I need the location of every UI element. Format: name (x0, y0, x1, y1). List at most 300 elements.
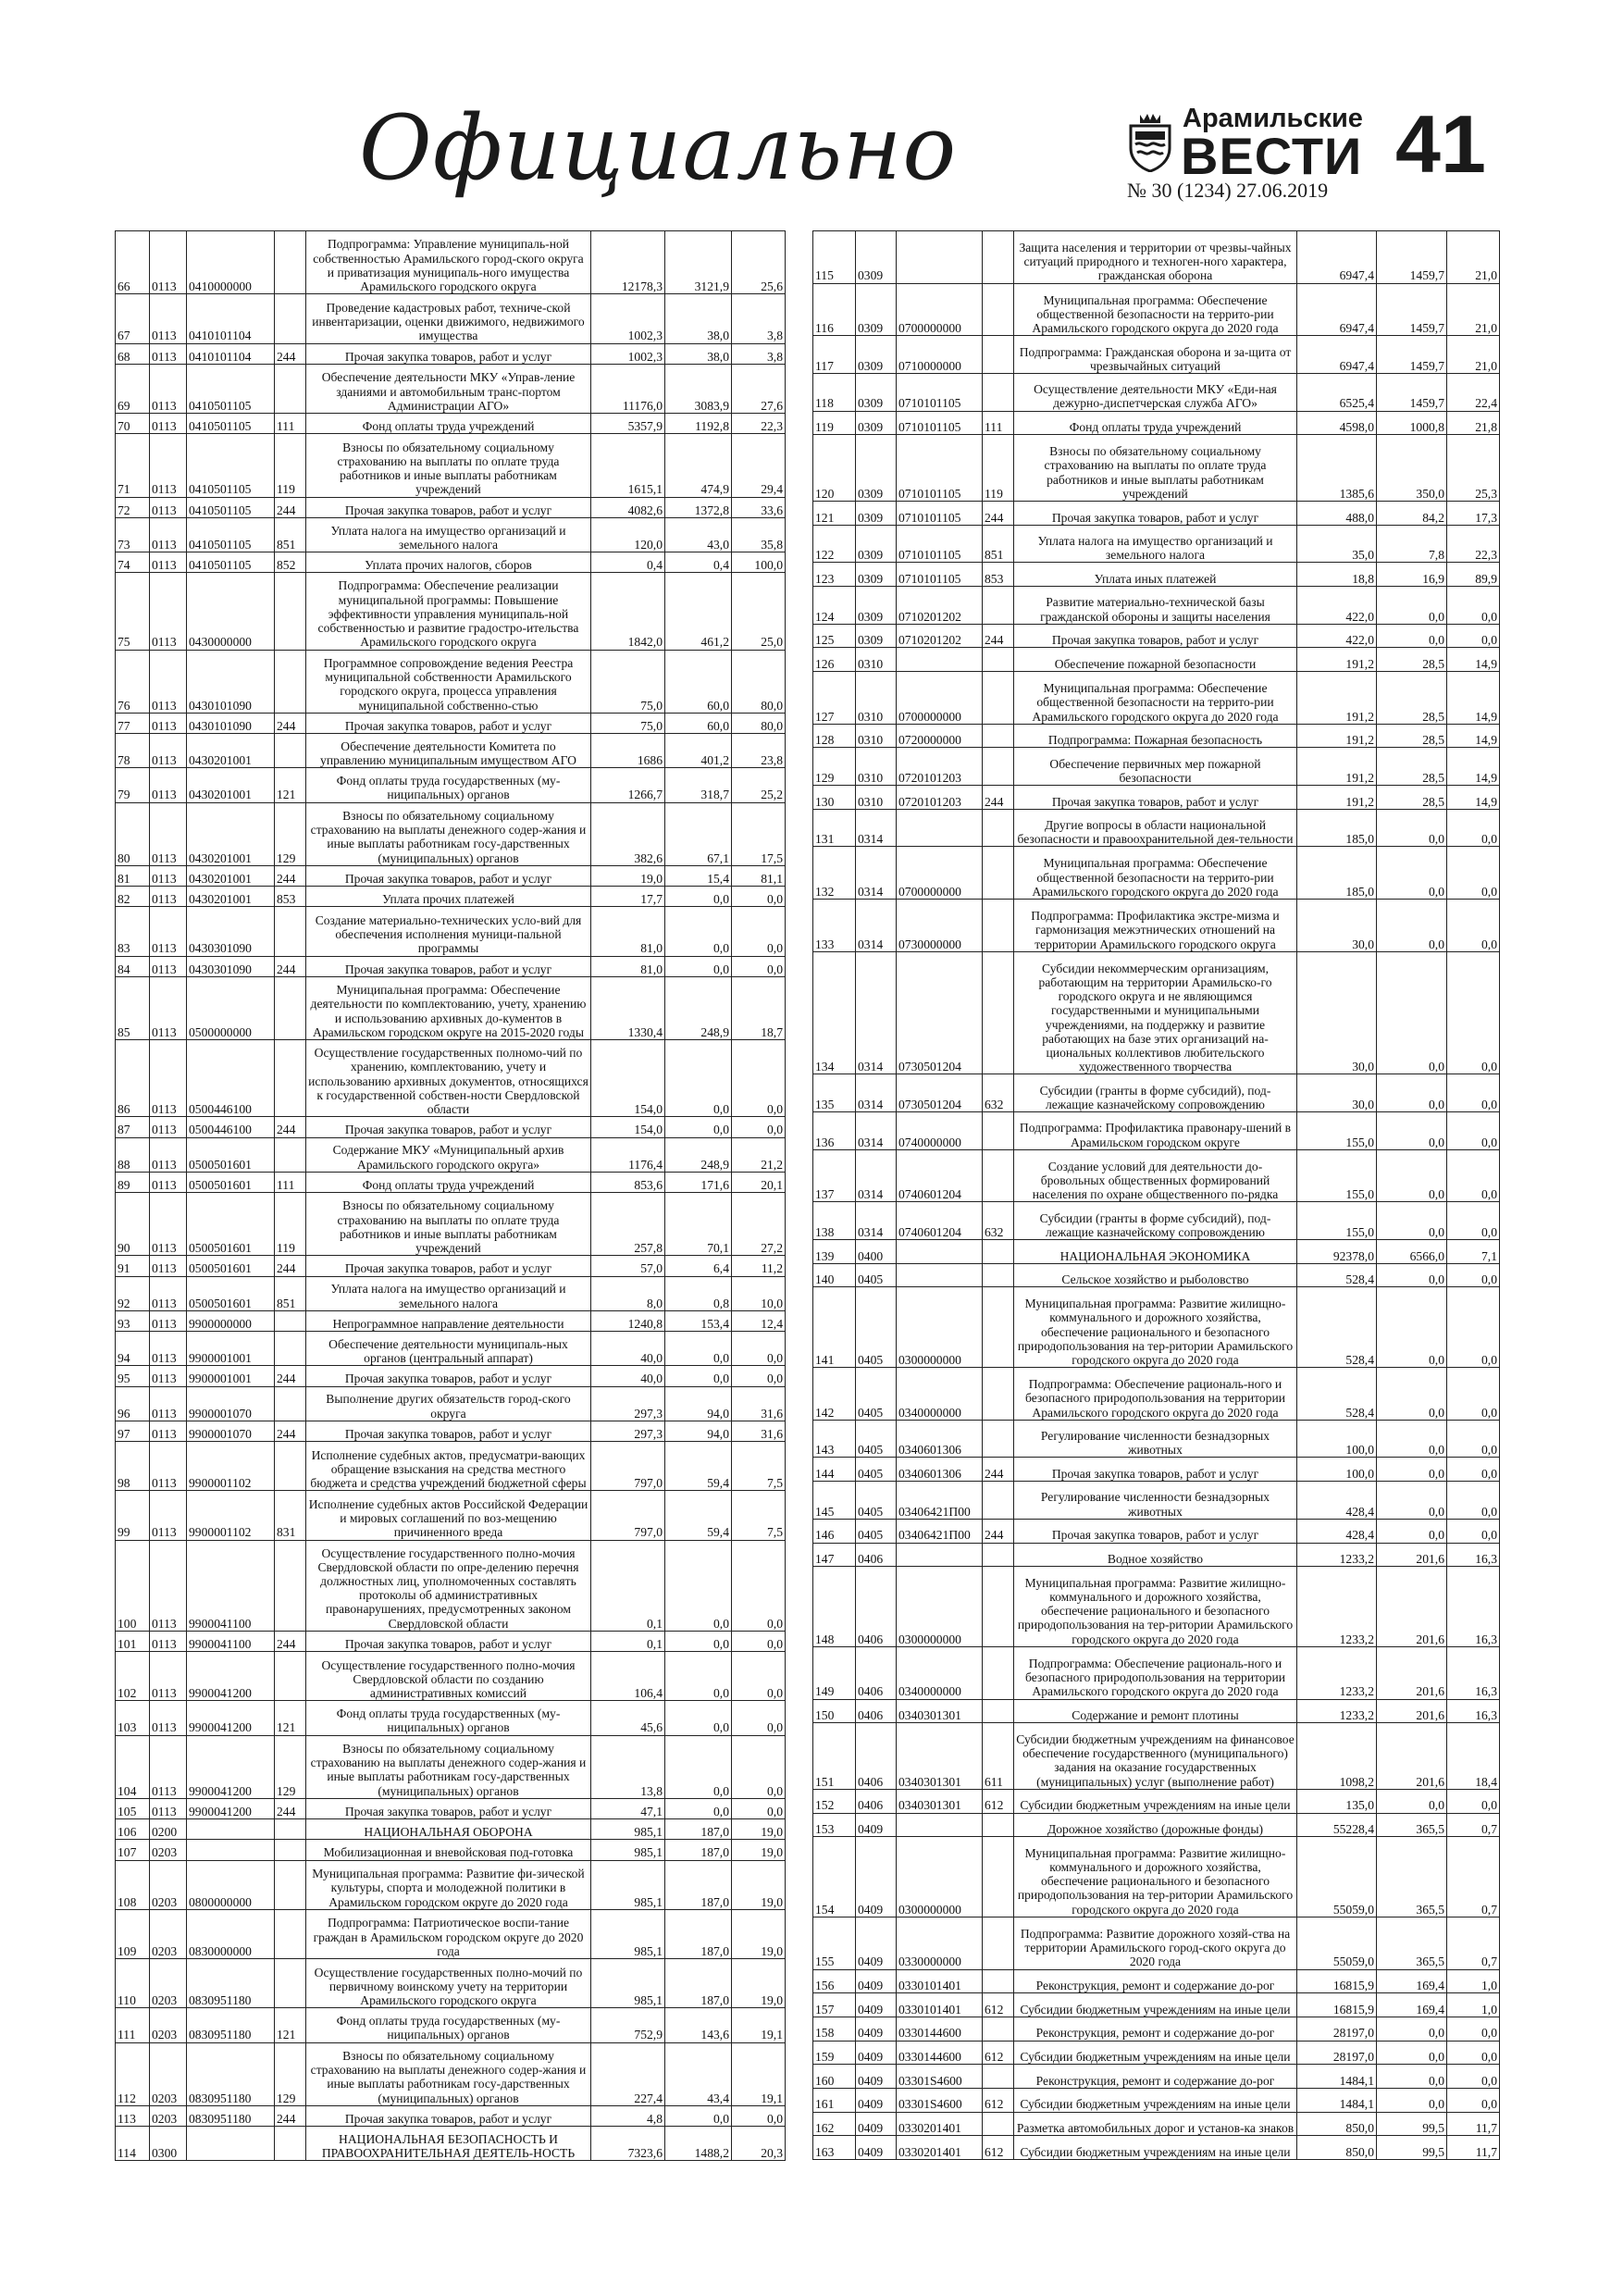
description-cell: Защита населения и территории от чрезвы-чайных ситуаций природного и техноген-ного характера, гражданская оборона (1014, 231, 1297, 284)
table-row (813, 1112, 1500, 1150)
plan-amount-cell: 428,4 (1297, 1482, 1377, 1520)
target-article-cell: 0430201001 (187, 887, 275, 907)
percent-cell: 19,0 (732, 1959, 786, 2008)
plan-amount-cell: 422,0 (1297, 624, 1377, 648)
plan-amount-cell: 35,0 (1297, 525, 1377, 563)
row-number-cell: 85 (116, 976, 150, 1039)
percent-cell: 21,0 (1447, 336, 1500, 374)
expense-type-cell: 244 (275, 1256, 306, 1276)
section-code-cell: 0409 (856, 2136, 897, 2160)
plan-amount-cell: 488,0 (1297, 502, 1377, 526)
row-number-cell: 155 (813, 1917, 856, 1969)
description-cell: Муниципальная программа: Обеспечение общественной безопасности на террито-рии Арамильского городского округа до 2020 года (1014, 847, 1297, 900)
row-number-cell: 90 (116, 1193, 150, 1256)
plan-amount-cell: 985,1 (591, 1840, 665, 1860)
section-code-cell: 0314 (856, 1074, 897, 1112)
actual-amount-cell: 169,4 (1377, 1993, 1447, 2017)
expense-type-cell (275, 976, 306, 1039)
table-row (813, 809, 1500, 847)
target-article-cell: 0300000000 (897, 1837, 983, 1917)
expense-type-cell (983, 1837, 1014, 1917)
table-row (813, 525, 1500, 563)
percent-cell: 0,0 (732, 1735, 786, 1798)
section-code-cell: 0310 (856, 748, 897, 786)
section-code-cell: 0113 (150, 1332, 187, 1366)
table-row (116, 650, 786, 713)
plan-amount-cell: 18,8 (1297, 563, 1377, 587)
table-row (116, 2042, 786, 2105)
section-code-cell: 0314 (856, 900, 897, 952)
description-cell: Взносы по обязательному социальному страхованию на выплаты денежного содер-жания и иные выплаты работникам госу-дарственных (муниципальных) органов (306, 2042, 591, 2105)
section-code-cell: 0113 (150, 887, 187, 907)
description-cell: Прочая закупка товаров, работ и услуг (1014, 624, 1297, 648)
target-article-cell: 9900001070 (187, 1421, 275, 1441)
percent-cell: 19,1 (732, 2008, 786, 2042)
percent-cell: 0,0 (1447, 1482, 1500, 1520)
target-article-cell: 0430301090 (187, 956, 275, 976)
section-code-cell: 0314 (856, 951, 897, 1074)
percent-cell: 23,8 (732, 734, 786, 768)
row-number-cell: 135 (813, 1074, 856, 1112)
table-row (116, 1137, 786, 1172)
row-number-cell: 112 (116, 2042, 150, 2105)
target-article-cell: 0430101090 (187, 713, 275, 733)
percent-cell: 18,4 (1447, 1723, 1500, 1790)
expense-type-cell: 121 (275, 2008, 306, 2042)
percent-cell: 20,1 (732, 1172, 786, 1192)
target-article-cell (897, 1543, 983, 1567)
actual-amount-cell: 0,0 (1377, 1202, 1447, 1240)
plan-amount-cell: 4082,6 (591, 497, 665, 517)
actual-amount-cell: 16,9 (1377, 563, 1447, 587)
actual-amount-cell: 0,0 (665, 887, 732, 907)
row-number-cell: 119 (813, 411, 856, 435)
target-article-cell: 0500000000 (187, 976, 275, 1039)
plan-amount-cell: 155,0 (1297, 1112, 1377, 1150)
actual-amount-cell: 3121,9 (665, 231, 732, 294)
actual-amount-cell: 350,0 (1377, 435, 1447, 502)
plan-amount-cell: 1385,6 (1297, 435, 1377, 502)
target-article-cell: 0500501601 (187, 1256, 275, 1276)
plan-amount-cell: 40,0 (591, 1332, 665, 1366)
plan-amount-cell: 16815,9 (1297, 1969, 1377, 1993)
percent-cell: 33,6 (732, 497, 786, 517)
target-article-cell: 0410501105 (187, 434, 275, 497)
percent-cell: 0,0 (1447, 1420, 1500, 1458)
section-code-cell: 0406 (856, 1789, 897, 1813)
percent-cell: 0,0 (1447, 2017, 1500, 2041)
actual-amount-cell: 0,0 (1377, 1149, 1447, 1202)
row-number-cell: 142 (813, 1368, 856, 1421)
target-article-cell: 0430101090 (187, 650, 275, 713)
target-article-cell: 0410501105 (187, 552, 275, 573)
section-code-cell: 0400 (856, 1240, 897, 1264)
section-code-cell: 0113 (150, 552, 187, 573)
row-number-cell: 162 (813, 2112, 856, 2136)
table-row (116, 364, 786, 413)
actual-amount-cell: 1488,2 (665, 2127, 732, 2161)
target-article-cell: 0410501105 (187, 364, 275, 413)
plan-amount-cell: 528,4 (1297, 1287, 1377, 1368)
section-code-cell: 0314 (856, 1112, 897, 1150)
target-article-cell: 03406421П00 (897, 1482, 983, 1520)
actual-amount-cell: 0,0 (1377, 1482, 1447, 1520)
expense-type-cell: 111 (983, 411, 1014, 435)
table-row (813, 2136, 1500, 2160)
target-article-cell: 0340000000 (897, 1368, 983, 1421)
target-article-cell: 0330201401 (897, 2136, 983, 2160)
section-code-cell: 0113 (150, 1442, 187, 1491)
percent-cell: 100,0 (732, 552, 786, 573)
percent-cell: 31,6 (732, 1421, 786, 1441)
percent-cell: 0,7 (1447, 1917, 1500, 1969)
description-cell: Исполнение судебных актов Российской Федерации и мировых соглашений по воз-мещению причиненного вреда (306, 1491, 591, 1540)
section-code-cell: 0113 (150, 768, 187, 802)
target-article-cell (187, 1819, 275, 1840)
row-number-cell: 107 (116, 1840, 150, 1860)
percent-cell: 20,3 (732, 2127, 786, 2161)
description-cell: Прочая закупка товаров, работ и услуг (306, 956, 591, 976)
description-cell: Субсидии бюджетным учреждениям на финансовое обеспечение государственного (муниципального) задания на оказание государственных (муниципальных) услуг (выполнение работ) (1014, 1723, 1297, 1790)
actual-amount-cell: 201,6 (1377, 1723, 1447, 1790)
target-article-cell: 0830951180 (187, 2042, 275, 2105)
plan-amount-cell: 985,1 (591, 1959, 665, 2008)
plan-amount-cell: 257,8 (591, 1193, 665, 1256)
target-article-cell: 0500446100 (187, 1040, 275, 1117)
actual-amount-cell: 0,0 (1377, 847, 1447, 900)
table-row (116, 2008, 786, 2042)
plan-amount-cell: 30,0 (1297, 951, 1377, 1074)
expense-type-cell: 244 (275, 956, 306, 976)
row-number-cell: 134 (813, 951, 856, 1074)
actual-amount-cell: 0,0 (665, 1735, 732, 1798)
description-cell: Прочая закупка товаров, работ и услуг (1014, 1458, 1297, 1482)
actual-amount-cell: 43,0 (665, 517, 732, 552)
description-cell: Подпрограмма: Управление муниципаль-ной собственностью Арамильского город-ского округа и приватизация муниципаль-ного имущества Арамильского городского округа (306, 231, 591, 294)
percent-cell: 14,9 (1447, 724, 1500, 748)
plan-amount-cell: 1686 (591, 734, 665, 768)
expense-type-cell (275, 734, 306, 768)
percent-cell: 0,0 (732, 2105, 786, 2126)
description-cell: Прочая закупка товаров, работ и услуг (306, 1421, 591, 1441)
plan-amount-cell: 850,0 (1297, 2136, 1377, 2160)
section-code-cell: 0113 (150, 1137, 187, 1172)
section-code-cell: 0113 (150, 1701, 187, 1735)
target-article-cell: 03301S4600 (897, 2065, 983, 2089)
row-number-cell: 141 (813, 1287, 856, 1368)
target-article-cell: 0500501601 (187, 1137, 275, 1172)
table-row (813, 900, 1500, 952)
table-row (813, 435, 1500, 502)
table-row (813, 1287, 1500, 1368)
plan-amount-cell: 422,0 (1297, 587, 1377, 625)
target-article-cell: 0830000000 (187, 1909, 275, 1958)
percent-cell: 16,3 (1447, 1699, 1500, 1723)
target-article-cell (897, 1813, 983, 1837)
percent-cell: 0,0 (1447, 624, 1500, 648)
table-row (116, 1701, 786, 1735)
target-article-cell: 0340301301 (897, 1789, 983, 1813)
plan-amount-cell: 1233,2 (1297, 1699, 1377, 1723)
section-code-cell: 0113 (150, 1276, 187, 1310)
section-code-cell: 0309 (856, 283, 897, 336)
section-code-cell: 0314 (856, 1202, 897, 1240)
table-row (813, 2112, 1500, 2136)
target-article-cell (897, 1263, 983, 1287)
row-number-cell: 147 (813, 1543, 856, 1567)
target-article-cell: 9900041200 (187, 1701, 275, 1735)
row-number-cell: 127 (813, 672, 856, 725)
plan-amount-cell: 40,0 (591, 1366, 665, 1386)
target-article-cell: 0340301301 (897, 1699, 983, 1723)
plan-amount-cell: 135,0 (1297, 1789, 1377, 1813)
target-article-cell: 0720101203 (897, 786, 983, 810)
percent-cell: 1,0 (1447, 1993, 1500, 2017)
row-number-cell: 91 (116, 1256, 150, 1276)
actual-amount-cell: 67,1 (665, 802, 732, 865)
plan-amount-cell: 6947,4 (1297, 231, 1377, 284)
table-row (813, 1074, 1500, 1112)
table-row (813, 1837, 1500, 1917)
expense-type-cell (275, 2127, 306, 2161)
percent-cell: 29,4 (732, 434, 786, 497)
section-code-cell: 0314 (856, 809, 897, 847)
expense-type-cell: 121 (275, 768, 306, 802)
expense-type-cell: 244 (275, 1366, 306, 1386)
actual-amount-cell: 0,0 (1377, 1519, 1447, 1543)
expense-type-cell: 851 (275, 517, 306, 552)
actual-amount-cell: 365,5 (1377, 1917, 1447, 1969)
expense-type-cell: 853 (983, 563, 1014, 587)
actual-amount-cell: 318,7 (665, 768, 732, 802)
target-article-cell: 0710201202 (897, 587, 983, 625)
plan-amount-cell: 797,0 (591, 1491, 665, 1540)
description-cell: Прочая закупка товаров, работ и услуг (306, 1798, 591, 1818)
description-cell: Дорожное хозяйство (дорожные фонды) (1014, 1813, 1297, 1837)
table-row (116, 907, 786, 956)
table-row (813, 1202, 1500, 1240)
actual-amount-cell: 43,4 (665, 2042, 732, 2105)
logo-big-text: ВЕСТИ (1181, 127, 1363, 185)
plan-amount-cell: 28197,0 (1297, 2041, 1377, 2065)
section-code-cell: 0309 (856, 231, 897, 284)
section-code-cell: 0113 (150, 1631, 187, 1651)
row-number-cell: 109 (116, 1909, 150, 1958)
expense-type-cell: 851 (983, 525, 1014, 563)
target-article-cell: 0740000000 (897, 1112, 983, 1150)
row-number-cell: 76 (116, 650, 150, 713)
expense-type-cell (275, 1442, 306, 1491)
expense-type-cell (983, 2017, 1014, 2041)
expense-type-cell: 831 (275, 1491, 306, 1540)
row-number-cell: 113 (116, 2105, 150, 2126)
plan-amount-cell: 1484,1 (1297, 2065, 1377, 2089)
description-cell: Обеспечение деятельности МКУ «Управ-ление зданиями и автомобильным транс-портом Администрации АГО» (306, 364, 591, 413)
target-article-cell: 0340000000 (897, 1646, 983, 1699)
section-code-cell: 0405 (856, 1420, 897, 1458)
actual-amount-cell: 1192,8 (665, 414, 732, 434)
expense-type-cell (275, 1819, 306, 1840)
target-article-cell: 0430201001 (187, 768, 275, 802)
actual-amount-cell: 0,0 (1377, 809, 1447, 847)
row-number-cell: 115 (813, 231, 856, 284)
table-row (813, 847, 1500, 900)
description-cell: Выполнение других обязательств город-ского округа (306, 1386, 591, 1421)
plan-amount-cell: 428,4 (1297, 1519, 1377, 1543)
description-cell: Регулирование численности безнадзорных животных (1014, 1420, 1297, 1458)
expense-type-cell (275, 573, 306, 650)
plan-amount-cell: 985,1 (591, 1819, 665, 1840)
expense-type-cell: 111 (275, 414, 306, 434)
target-article-cell: 0340601306 (897, 1420, 983, 1458)
description-cell: Субсидии некоммерческим организациям, работающим на территории Арамильско-го городского округа и не являющимся государственными и муниципальными учреждениями, на поддержку и развитие работающих на базе этих организаций на-циональных коллективов любительского художественного творчества (1014, 951, 1297, 1074)
section-code-cell: 0113 (150, 573, 187, 650)
percent-cell: 19,0 (732, 1909, 786, 1958)
percent-cell: 27,2 (732, 1193, 786, 1256)
description-cell: Разметка автомобильных дорог и установ-ка знаков (1014, 2112, 1297, 2136)
section-code-cell: 0409 (856, 2112, 897, 2136)
description-cell: Подпрограмма: Профилактика правонару-шений в Арамильском городском округе (1014, 1112, 1297, 1150)
description-cell: Реконструкция, ремонт и содержание до-рог (1014, 2017, 1297, 2041)
section-code-cell: 0310 (856, 672, 897, 725)
section-code-cell: 0113 (150, 802, 187, 865)
plan-amount-cell: 191,2 (1297, 786, 1377, 810)
target-article-cell: 0410501105 (187, 414, 275, 434)
table-row (813, 1813, 1500, 1837)
actual-amount-cell: 0,0 (665, 1652, 732, 1701)
row-number-cell: 137 (813, 1149, 856, 1202)
percent-cell: 0,0 (732, 887, 786, 907)
actual-amount-cell: 365,5 (1377, 1813, 1447, 1837)
table-row (813, 231, 1500, 284)
target-article-cell: 9900041200 (187, 1798, 275, 1818)
plan-amount-cell: 13,8 (591, 1735, 665, 1798)
actual-amount-cell: 15,4 (665, 865, 732, 886)
description-cell: Муниципальная программа: Развитие жилищно-коммунального и дорожного хозяйства, обеспечение рационального и безопасного природопользования на тер-ритории Арамильского городского округа до 2020 года (1014, 1287, 1297, 1368)
description-cell: Непрограммное направление деятельности (306, 1310, 591, 1331)
actual-amount-cell: 7,8 (1377, 525, 1447, 563)
row-number-cell: 69 (116, 364, 150, 413)
description-cell: Подпрограмма: Развитие дорожного хозяй-ства на территории Арамильского город-ского округа до 2020 года (1014, 1917, 1297, 1969)
table-row (116, 343, 786, 364)
row-number-cell: 70 (116, 414, 150, 434)
plan-amount-cell: 100,0 (1297, 1420, 1377, 1458)
expense-type-cell: 119 (275, 434, 306, 497)
section-code-cell: 0409 (856, 2041, 897, 2065)
expense-type-cell (275, 1332, 306, 1366)
actual-amount-cell: 187,0 (665, 1860, 732, 1909)
section-code-cell: 0203 (150, 1959, 187, 2008)
table-row (813, 1420, 1500, 1458)
actual-amount-cell: 0,0 (1377, 587, 1447, 625)
expense-type-cell (983, 1699, 1014, 1723)
row-number-cell: 131 (813, 809, 856, 847)
section-code-cell: 0113 (150, 497, 187, 517)
plan-amount-cell: 154,0 (591, 1117, 665, 1137)
actual-amount-cell: 0,0 (1377, 1074, 1447, 1112)
description-cell: Подпрограмма: Обеспечение рациональ-ного и безопасного природопользования на территории Арамильского городского округа до 2020 года (1014, 1646, 1297, 1699)
target-article-cell: 9900041100 (187, 1540, 275, 1631)
description-cell: Взносы по обязательному социальному страхованию на выплаты по оплате труда работников и иные выплаты работникам учреждений (306, 1193, 591, 1256)
percent-cell: 0,0 (732, 1332, 786, 1366)
plan-amount-cell: 850,0 (1297, 2112, 1377, 2136)
row-number-cell: 105 (116, 1798, 150, 1818)
row-number-cell: 83 (116, 907, 150, 956)
table-row (813, 1789, 1500, 1813)
section-code-cell: 0409 (856, 1993, 897, 2017)
description-cell: Субсидии бюджетным учреждениям на иные цели (1014, 2041, 1297, 2065)
percent-cell: 0,0 (1447, 1368, 1500, 1421)
expense-type-cell: 244 (275, 1421, 306, 1441)
description-cell: Взносы по обязательному социальному страхованию на выплаты по оплате труда работников и иные выплаты работникам учреждений (306, 434, 591, 497)
actual-amount-cell: 0,0 (665, 1332, 732, 1366)
plan-amount-cell: 11176,0 (591, 364, 665, 413)
row-number-cell: 118 (813, 374, 856, 412)
row-number-cell: 89 (116, 1172, 150, 1192)
row-number-cell: 129 (813, 748, 856, 786)
expense-type-cell (983, 1240, 1014, 1264)
description-cell: Другие вопросы в области национальной безопасности и правоохранительной дея-тельности (1014, 809, 1297, 847)
actual-amount-cell: 99,5 (1377, 2136, 1447, 2160)
plan-amount-cell: 985,1 (591, 1909, 665, 1958)
target-article-cell: 0410000000 (187, 231, 275, 294)
percent-cell: 0,0 (732, 1701, 786, 1735)
actual-amount-cell: 0,0 (665, 1540, 732, 1631)
table-row (116, 768, 786, 802)
row-number-cell: 124 (813, 587, 856, 625)
table-row (813, 1482, 1500, 1520)
table-row (813, 724, 1500, 748)
percent-cell: 3,8 (732, 343, 786, 364)
section-code-cell: 0203 (150, 1909, 187, 1958)
expense-type-cell: 244 (275, 1117, 306, 1137)
actual-amount-cell: 1372,8 (665, 497, 732, 517)
table-row (116, 1276, 786, 1310)
description-cell: Развитие материально-технической базы гражданской обороны и защиты населения (1014, 587, 1297, 625)
expense-type-cell: 632 (983, 1074, 1014, 1112)
section-code-cell: 0309 (856, 525, 897, 563)
description-cell: Обеспечение деятельности Комитета по управлению муниципальным имуществом АГО (306, 734, 591, 768)
row-number-cell: 111 (116, 2008, 150, 2042)
description-cell: Подпрограмма: Обеспечение реализации муниципальной программы: Повышение эффективности управления муниципаль-ной собственностью и развитие градостро-ительства Арамильского городского округа (306, 573, 591, 650)
plan-amount-cell: 227,4 (591, 2042, 665, 2105)
plan-amount-cell: 797,0 (591, 1442, 665, 1491)
target-article-cell: 0410501105 (187, 497, 275, 517)
table-row (116, 1442, 786, 1491)
percent-cell: 25,3 (1447, 435, 1500, 502)
actual-amount-cell: 0,0 (1377, 2041, 1447, 2065)
table-row (116, 1631, 786, 1651)
newspaper-logo (1127, 104, 1363, 185)
table-row (116, 1386, 786, 1421)
section-code-cell: 0405 (856, 1519, 897, 1543)
table-row (813, 1240, 1500, 1264)
description-cell: Фонд оплаты труда учреждений (306, 1172, 591, 1192)
row-number-cell: 130 (813, 786, 856, 810)
expense-type-cell: 611 (983, 1723, 1014, 1790)
plan-amount-cell: 154,0 (591, 1040, 665, 1117)
description-cell: Создание условий для деятельности до-бровольных общественных формирований населения по охране общественного по-рядка (1014, 1149, 1297, 1202)
table-row (116, 1540, 786, 1631)
plan-amount-cell: 1002,3 (591, 294, 665, 343)
table-row (116, 2105, 786, 2126)
plan-amount-cell: 4598,0 (1297, 411, 1377, 435)
description-cell: Муниципальная программа: Обеспечение деятельности по комплектованию, учету, хранению и использованию архивных до-кументов в Арамильском городском округе на 2015-2020 годы (306, 976, 591, 1039)
section-code-cell: 0309 (856, 563, 897, 587)
plan-amount-cell: 191,2 (1297, 724, 1377, 748)
target-article-cell: 0740601204 (897, 1202, 983, 1240)
section-code-cell: 0113 (150, 1193, 187, 1256)
